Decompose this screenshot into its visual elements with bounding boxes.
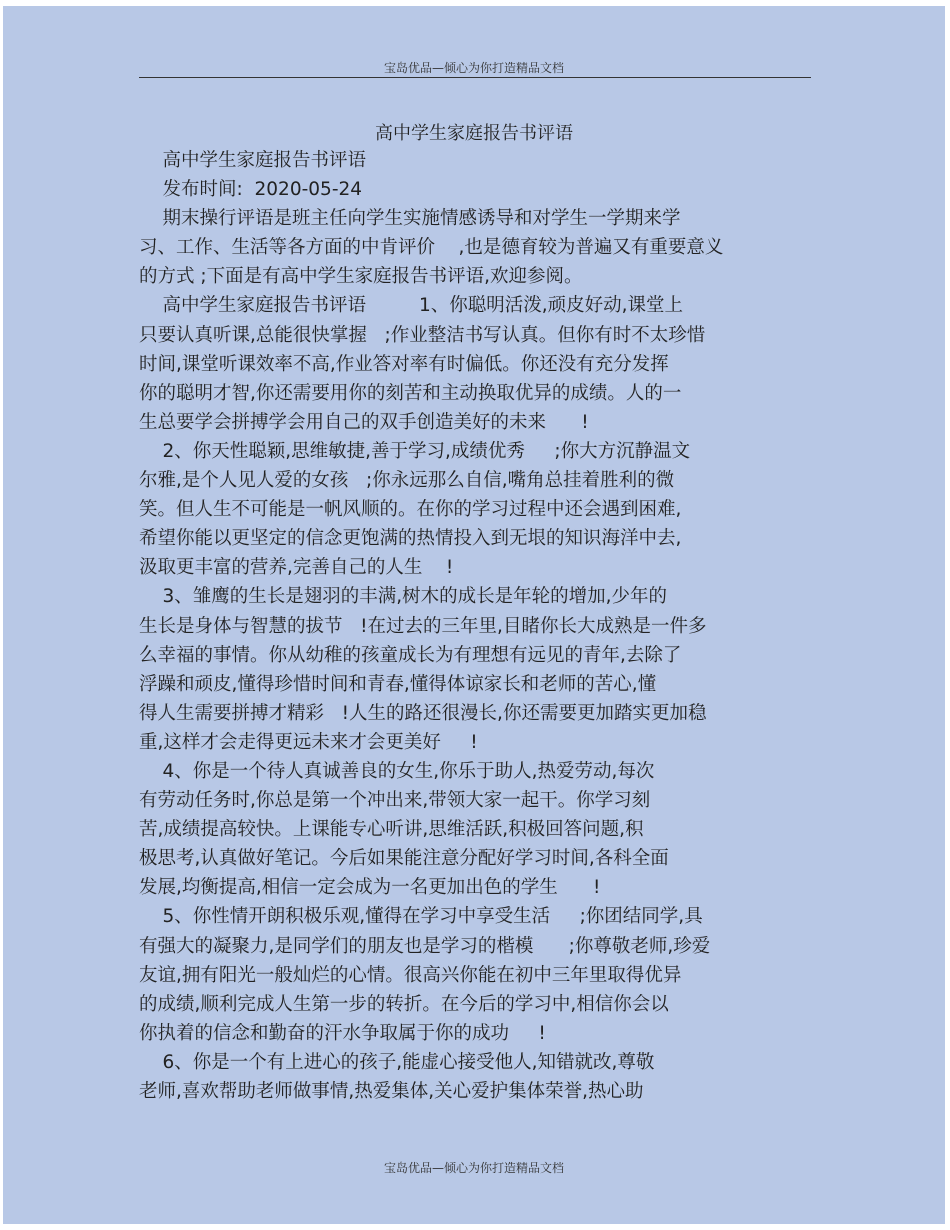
body-line: 3、雏鹰的生长是翅羽的丰满,树木的成长是年轮的增加,少年的 (139, 586, 668, 608)
publish-date-line: 发布时间: 2020-05-24 (139, 179, 363, 201)
body-line: 5、你性情开朗积极乐观,懂得在学习中享受生活 ;你团结同学,具 (139, 906, 703, 928)
body-line: 得人生需要拼搏才精彩 !人生的路还很漫长,你还需要更加踏实更加稳 (139, 702, 707, 724)
body-line: 有强大的凝聚力,是同学们的朋友也是学习的楷模 ;你尊敬老师,珍爱 (139, 935, 711, 957)
body-line: 笑。但人生不可能是一帆风顺的。在你的学习过程中还会遇到困难, (139, 499, 682, 521)
body-line: 期末操行评语是班主任向学生实施情感诱导和对学生一学期来学 (139, 208, 681, 230)
body-line: 习、工作、生活等各方面的中肯评价 ,也是德育较为普遍又有重要意义 (139, 237, 724, 259)
body-line: 浮躁和顽皮,懂得珍惜时间和青春,懂得体谅家长和老师的苦心,懂 (139, 673, 657, 695)
body-line: 你的聪明才智,你还需要用你的刻苦和主动换取优异的成绩。人的一 (139, 382, 682, 404)
body-line: 的方式 ;下面是有高中学生家庭报告书评语,欢迎参阅。 (139, 266, 583, 288)
body-line: 苦,成绩提高较快。上课能专心听讲,思维活跃,积极回答问题,积 (139, 819, 644, 841)
body-line: 时间,课堂听课效率不高,作业答对率有时偏低。你还没有充分发挥 (139, 353, 669, 375)
body-line: 友谊,拥有阳光一般灿烂的心情。很高兴你能在初中三年里取得优异 (139, 964, 682, 986)
body-line: 极思考,认真做好笔记。今后如果能注意分配好学习时间,各科全面 (139, 848, 669, 870)
header-divider (139, 77, 811, 78)
body-line: 希望你能以更坚定的信念更饱满的热情投入到无垠的知识海洋中去, (139, 528, 682, 550)
body-line: 4、你是一个待人真诚善良的女生,你乐于助人,热爱劳动,每次 (139, 760, 655, 782)
document-title: 高中学生家庭报告书评语 (375, 123, 573, 144)
body-line: 发展,均衡提高,相信一定会成为一名更加出色的学生 ! (139, 877, 601, 899)
body-line: 尔雅,是个人见人爱的女孩 ;你永远那么自信,嘴角总挂着胜利的微 (139, 470, 675, 492)
body-line: 么幸福的事情。你从幼稚的孩童成长为有理想有远见的青年,去除了 (139, 644, 682, 666)
body-line: 高中学生家庭报告书评语 (139, 150, 367, 171)
body-line: 6、你是一个有上进心的孩子,能虚心接受他人,知错就改,尊敬 (139, 1051, 655, 1073)
body-line: 的成绩,顺利完成人生第一步的转折。在今后的学习中,相信你会以 (139, 993, 669, 1015)
body-line: 只要认真听课,总能很快掌握 ;作业整洁书写认真。但你有时不太珍惜 (139, 324, 706, 346)
body-line: 生长是身体与智慧的拔节 !在过去的三年里,目睹你长大成熟是一件多 (139, 615, 707, 637)
body-line: 高中学生家庭报告书评语 1、你聪明活泼,顽皮好动,课堂上 (139, 295, 683, 317)
document-page (3, 6, 945, 1224)
page-footer: 宝岛优品—倾心为你打造精品文档 (383, 1161, 564, 1175)
page-header: 宝岛优品—倾心为你打造精品文档 (383, 61, 564, 75)
body-line: 你执着的信念和勤奋的汗水争取属于你的成功 ! (139, 1022, 546, 1044)
body-line: 老师,喜欢帮助老师做事情,热爱集体,关心爱护集体荣誉,热心助 (139, 1081, 644, 1102)
body-line: 汲取更丰富的营养,完善自己的人生 ! (139, 557, 454, 579)
body-line: 生总要学会拼搏学会用自己的双手创造美好的未来 ! (139, 411, 589, 433)
body-line: 2、你天性聪颖,思维敏捷,善于学习,成绩优秀 ;你大方沉静温文 (139, 440, 691, 462)
document-body (139, 146, 799, 1106)
body-line: 有劳动任务时,你总是第一个冲出来,带领大家一起干。你学习刻 (139, 790, 651, 812)
body-line: 重,这样才会走得更远未来才会更美好 ! (139, 731, 478, 753)
